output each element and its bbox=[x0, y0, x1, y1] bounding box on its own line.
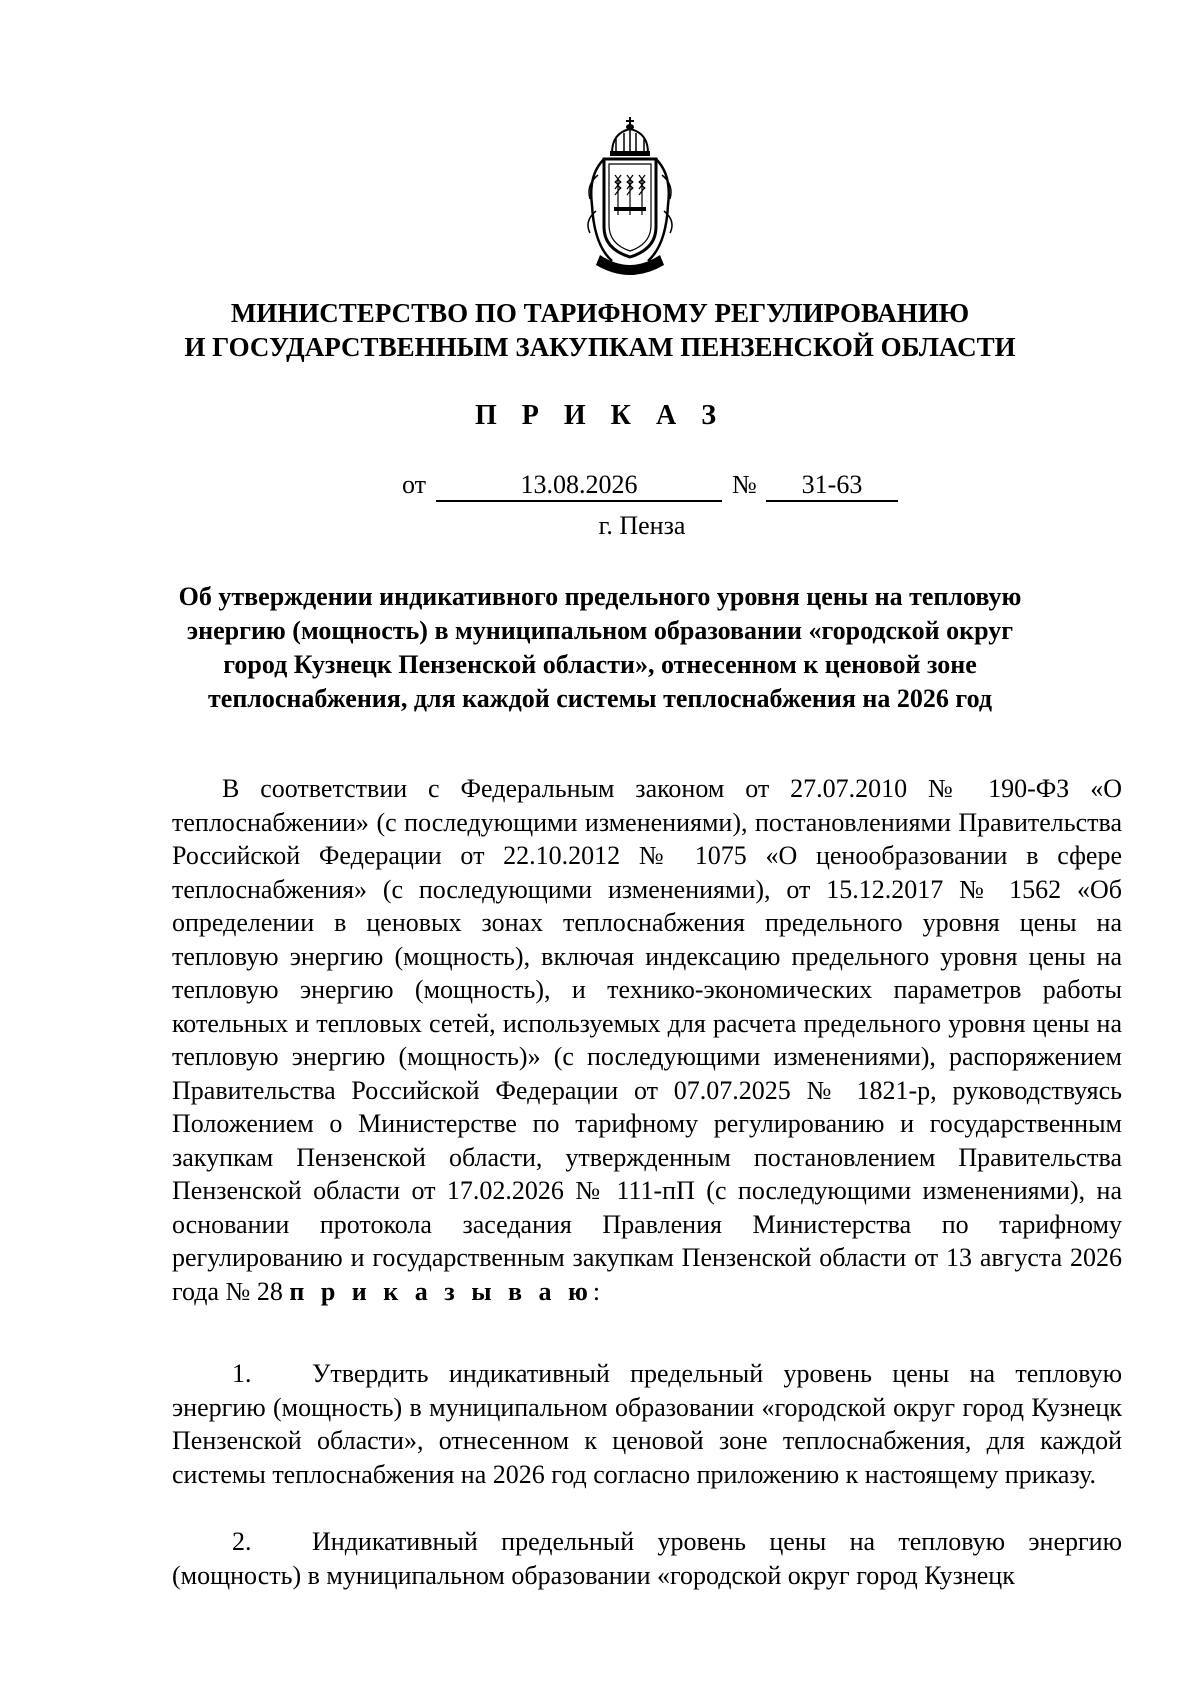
order-item bbox=[172, 1357, 1122, 1491]
date-prefix: от bbox=[402, 470, 427, 499]
item-text: Индикативный предельный уровень цены на тепловую энергию (мощность) в муниципальном образовании «городской округ город Кузнецк bbox=[172, 1527, 1122, 1590]
item-number: 2. bbox=[232, 1527, 252, 1556]
item-text: Утвердить индикативный предельный уровень цены на тепловую энергию (мощность) в муниципальном образовании «городской округ город Кузнецк Пензенской области», отнесенном к ценовой зоне теплоснабжения, для каждой системы теплоснабжения на 2026 год согласно приложению к настоящему приказу. bbox=[172, 1359, 1122, 1489]
city-name: г. Пенза bbox=[598, 511, 686, 540]
coat-of-arms-icon bbox=[582, 115, 678, 275]
subject-line4: теплоснабжения, для каждой системы теплоснабжения на 2026 год bbox=[208, 684, 992, 713]
order-item bbox=[172, 1525, 1122, 1592]
subject-line1: Об утверждении индикативного предельного уровня цены на тепловую bbox=[178, 582, 1022, 611]
order-date: 13.08.2026 bbox=[436, 470, 722, 502]
preamble-paragraph bbox=[172, 772, 1122, 1308]
decree-colon: : bbox=[592, 1276, 601, 1306]
order-number: 31-63 bbox=[766, 470, 898, 502]
document-type-title: П Р И К А З bbox=[475, 400, 725, 431]
decree-word: п р и к а з ы в а ю bbox=[289, 1276, 593, 1306]
item-number: 1. bbox=[232, 1359, 252, 1388]
subject-line2: энергию (мощность) в муниципальном образовании «городской округ bbox=[186, 616, 1014, 645]
subject-line3: город Кузнецк Пензенской области», отнесенном к ценовой зоне bbox=[223, 650, 977, 679]
order-subject bbox=[160, 580, 1040, 716]
ministry-name bbox=[160, 296, 1040, 364]
ministry-name-line2: И ГОСУДАРСТВЕННЫМ ЗАКУПКАМ ПЕНЗЕНСКОЙ ОБЛАСТИ bbox=[184, 332, 1016, 362]
ministry-name-line1: МИНИСТЕРСТВО ПО ТАРИФНОМУ РЕГУЛИРОВАНИЮ bbox=[230, 298, 970, 328]
number-prefix: № bbox=[732, 470, 757, 499]
preamble-text: В соответствии с Федеральным законом от 27.07.2010 № 190-ФЗ «О теплоснабжении» (с последующими изменениями), постановлениями Правительства Российской Федерации от 22.10.2012 № 1075 «О ценообразовании в сфере теплоснабжения» (с последующими изменениями), от 15.12.2017 № 1562 «Об определении в ценовых зонах теплоснабжения предельного уровня цены на тепловую энергию (мощность), включая индексацию предельного уровня цены на тепловую энергию (мощность), и технико-экономических параметров работы котельных и тепловых сетей, используемых для расчета предельного уровня цены на тепловую энергию (мощность)» (с последующими изменениями), распоряжением Правительства Российской Федерации от 07.07.2025 № 1821-р, руководствуясь Положением о Министерстве по тарифному регулированию и государственным закупкам Пензенской области, утвержденным постановлением Правительства Пензенской области от 17.02.2026 № 111-пП (с последующими изменениями), на основании протокола заседания Правления Министерства по тарифному регулированию и государственным закупкам Пензенской области от 13 августа 2026 года № 28 bbox=[172, 774, 1122, 1306]
